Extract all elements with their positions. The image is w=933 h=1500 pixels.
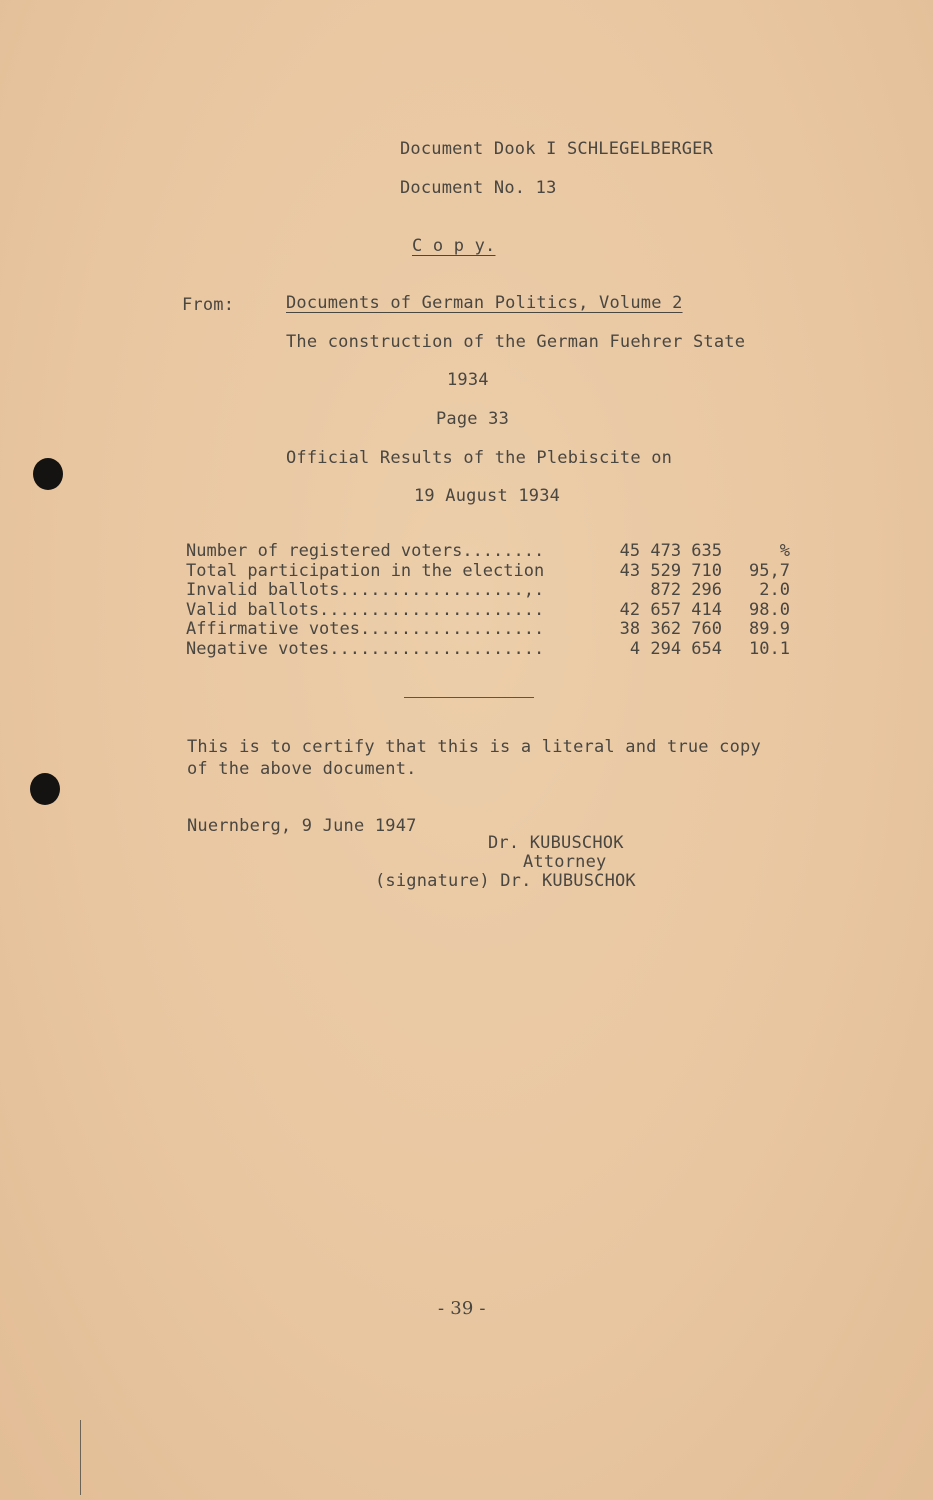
certification-line-1: This is to certify that this is a literal and true copy <box>187 737 761 757</box>
margin-mark <box>80 1420 81 1495</box>
table-row <box>186 581 790 601</box>
stat-percent: 98.0 <box>749 599 790 620</box>
stat-label: Number of registered voters........ <box>186 541 545 561</box>
stat-value: 43 529 710 <box>619 560 722 581</box>
stat-value: 4 294 654 <box>629 638 722 659</box>
table-row <box>186 601 790 621</box>
stat-percent: % <box>779 541 790 561</box>
signatory-role: Attorney <box>523 852 607 872</box>
results-heading: Official Results of the Plebiscite on <box>286 448 673 468</box>
source-year: 1934 <box>447 370 489 390</box>
stat-label: Invalid ballots..................,. <box>186 580 545 600</box>
divider <box>404 697 534 698</box>
source-subtitle: The construction of the German Fuehrer State <box>286 332 746 352</box>
stat-percent: 2.0 <box>759 580 790 600</box>
punch-hole <box>30 773 60 805</box>
stat-label: Negative votes..................... <box>186 638 555 659</box>
plebiscite-results-table <box>186 542 790 659</box>
stat-value: 872 296 <box>650 580 722 600</box>
table-row <box>186 620 790 640</box>
page-number: - 39 - <box>438 1298 486 1319</box>
stat-label: Valid ballots...................... <box>186 599 545 620</box>
stat-percent: 10.1 <box>749 638 790 659</box>
results-date: 19 August 1934 <box>414 486 561 506</box>
table-row <box>186 640 790 660</box>
stat-value: 38 362 760 <box>619 619 722 639</box>
document-number: Document No. 13 <box>400 178 557 198</box>
table-row <box>186 562 790 582</box>
source-page: Page 33 <box>436 409 510 429</box>
place-date: Nuernberg, 9 June 1947 <box>187 816 417 836</box>
certification-line-2: of the above document. <box>187 759 417 779</box>
punch-hole <box>33 458 63 490</box>
signature-line: (signature) Dr. KUBUSCHOK <box>375 871 636 891</box>
stat-value: 42 657 414 <box>619 599 722 620</box>
stat-percent: 95,7 <box>749 560 790 581</box>
from-label: From: <box>182 295 235 315</box>
stat-value: 45 473 635 <box>619 541 722 561</box>
copy-heading: C o p y. <box>412 236 496 256</box>
document-book-line: Document Dook I SCHLEGELBERGER <box>400 139 714 159</box>
stat-label: Total participation in the election <box>186 560 545 581</box>
table-row <box>186 542 790 562</box>
signatory-name: Dr. KUBUSCHOK <box>488 833 624 853</box>
source-title: Documents of German Politics, Volume 2 <box>286 293 683 313</box>
stat-percent: 89.9 <box>749 619 790 639</box>
stat-label: Affirmative votes.................. <box>186 619 545 639</box>
